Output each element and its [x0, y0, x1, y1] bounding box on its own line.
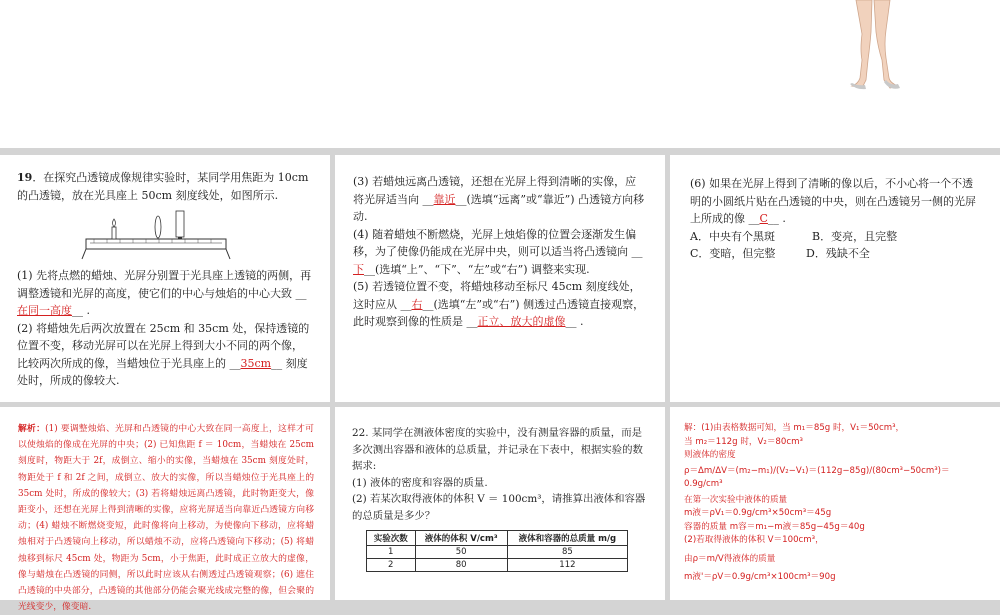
option-c: C．变暗，但完整: [690, 247, 776, 260]
solution-panel: [670, 407, 1000, 600]
explanation-text: 解析：(1) 要调整烛焰、光屏和凸透镜的中心大致在同一高度上，这样才可以使烛焰的像成在光屏的中央；(2) 已知焦距 f ＝ 10cm，当蜡烛在 25cm 刻度时，物距大于 2f，成倒立、缩小的实像，当蜡烛在 35cm 刻度处时，物距处于 f 和 2f 之间，成倒立、放大的实像，所以当蜡烛位于光具座上的 35cm 处时，所成的像较大；(3) 若将蜡烛远离凸透镜，此时物距变大，像距变小，还想在光屏上得到清晰的实像，应将光屏适当向靠近凸透镜方向移动；(4) 蜡烛不断燃烧变短，此时像将向上移动，为使像向下移动，应将蜡烛相对于凸透镜向上移动，所以蜡烛不动，应将凸透镜向下移动；(5) 将蜡烛移到标尺 45cm 处，物距为 5cm，小于焦距，此时成正立放大的虚像，像与蜡烛在凸透镜的同侧，所以此时应该从右侧透过凸透镜观察；(6) 遮住凸透镜的中央部分，凸透镜的其他部分仍能会聚光线成完整的像，但会聚的光线变少，像变暗.: [18, 424, 314, 613]
table-cell: 112: [507, 559, 627, 572]
q19-intro: 19．在探究凸透镜成像规律实验时，某同学用焦距为 10cm 的凸透镜，放在光具座上 50cm 刻度线处，如图所示.: [17, 171, 309, 202]
optical-bench-diagram: [80, 205, 232, 261]
q22-intro: 22. 某同学在测液体密度的实验中，没有测量容器的质量，而是多次测出容器和液体的总质量，并记录在下表中，根据实验的数据求:: [352, 427, 643, 472]
table-header: 实验次数: [367, 531, 416, 546]
q19-panel-part6: [670, 155, 1000, 402]
options-row-1: [690, 228, 982, 246]
solution-line: 容器的质量 m容＝m₁−m液＝85g−45g＝40g: [684, 521, 865, 532]
table-cell: 2: [367, 559, 416, 572]
q22-item2: (2) 若某次取得液体的体积 V ＝ 100cm³，请推算出液体和容器的总质量是多少？: [352, 493, 646, 522]
solution-line: 则液体的密度: [684, 450, 736, 460]
solution-line: 由ρ＝m/V得液体的质量: [684, 553, 776, 564]
table-cell: 85: [507, 546, 627, 559]
q19-panel-continued: [335, 155, 665, 402]
option-a: A．中央有个黑斑: [690, 229, 775, 243]
table-header-row: [367, 531, 628, 546]
solution-line: m液'＝ρV＝0.9g/cm³×100cm³＝90g: [684, 572, 836, 582]
table-header: 液体的体积 V/cm³: [415, 531, 507, 546]
q19-part2: (2) 将蜡烛先后两次放置在 25cm 和 35cm 处，保持透镜的位置不变，移动光屏可以在光屏上得到大小不同的两个像，比较两次所成的像，当蜡烛位于光具座上的 __35cm__ 刻度处时，所成的像较大.: [17, 321, 310, 387]
explanation-panel: [0, 407, 330, 613]
q19-part4: (4) 随着蜡烛不断燃烧，光屏上烛焰像的位置会逐渐发生偏移，为了使像仍能成在光屏中央，则可以适当将凸透镜向 __下__(选填“上”、“下”、“左”或“右”) 调整来实现.: [353, 227, 643, 276]
solution-line: 解：(1)由表格数据可知，当 m₁＝85g 时，V₁＝50cm³，: [684, 423, 905, 433]
solution-line: m液＝ρV₁＝0.9g/cm³×50cm³＝45g: [684, 508, 832, 518]
q22-panel: [335, 407, 665, 600]
person-figure-illustration: [838, 0, 908, 92]
option-d: D．残缺不全: [806, 247, 870, 260]
table-header: 液体和容器的总质量 m/g: [507, 531, 627, 546]
table-row: [367, 559, 628, 572]
options-row-2: [690, 245, 982, 263]
q19-part3: (3) 若蜡烛远离凸透镜，还想在光屏上得到清晰的实像，应将光屏适当向 __靠近__(选填“远离”或“靠近”) 凸透镜方向移动.: [353, 175, 645, 223]
q19-part1: (1) 先将点燃的蜡烛、光屏分别置于光具座上透镜的两侧，再调整透镜和光屏的高度，使它们的中心与烛焰的中心大致 __在同一高度__ .: [17, 269, 312, 317]
top-banner: [0, 0, 1000, 148]
q19-panel: [0, 155, 330, 402]
data-table: [366, 530, 628, 572]
table-cell: 50: [415, 546, 507, 559]
solution-line: ρ＝Δm/ΔV＝(m₂−m₁)/(V₂−V₁)＝(112g−85g)/(80cm³−50cm³)＝0.9g/cm³: [684, 465, 950, 489]
q19-part5: (5) 若透镜位置不变，将蜡烛移动至标尺 45cm 刻度线处，这时应从 __右__(选填“左”或“右”) 侧透过凸透镜直接观察，此时观察到像的性质是 __正立、放大的虚像__ .: [353, 280, 645, 328]
table-cell: 1: [367, 546, 416, 559]
solution-line: 在第一次实验中液体的质量: [684, 494, 788, 505]
table-row: [367, 546, 628, 559]
solution-line: (2)若取得液体的体积 V＝100cm³，: [684, 535, 824, 545]
option-b: B．变亮，且完整: [812, 229, 898, 243]
q19-part6: (6) 如果在光屏上得到了清晰的像以后，不小心将一个不透明的小圆纸片贴在凸透镜的中央，则在凸透镜另一侧的光屏上所成的像 __C__ .: [690, 177, 976, 225]
q22-item1: (1) 液体的密度和容器的质量.: [352, 476, 488, 489]
solution-line: 当 m₂＝112g 时，V₂＝80cm³: [684, 436, 803, 447]
table-cell: 80: [415, 559, 507, 572]
